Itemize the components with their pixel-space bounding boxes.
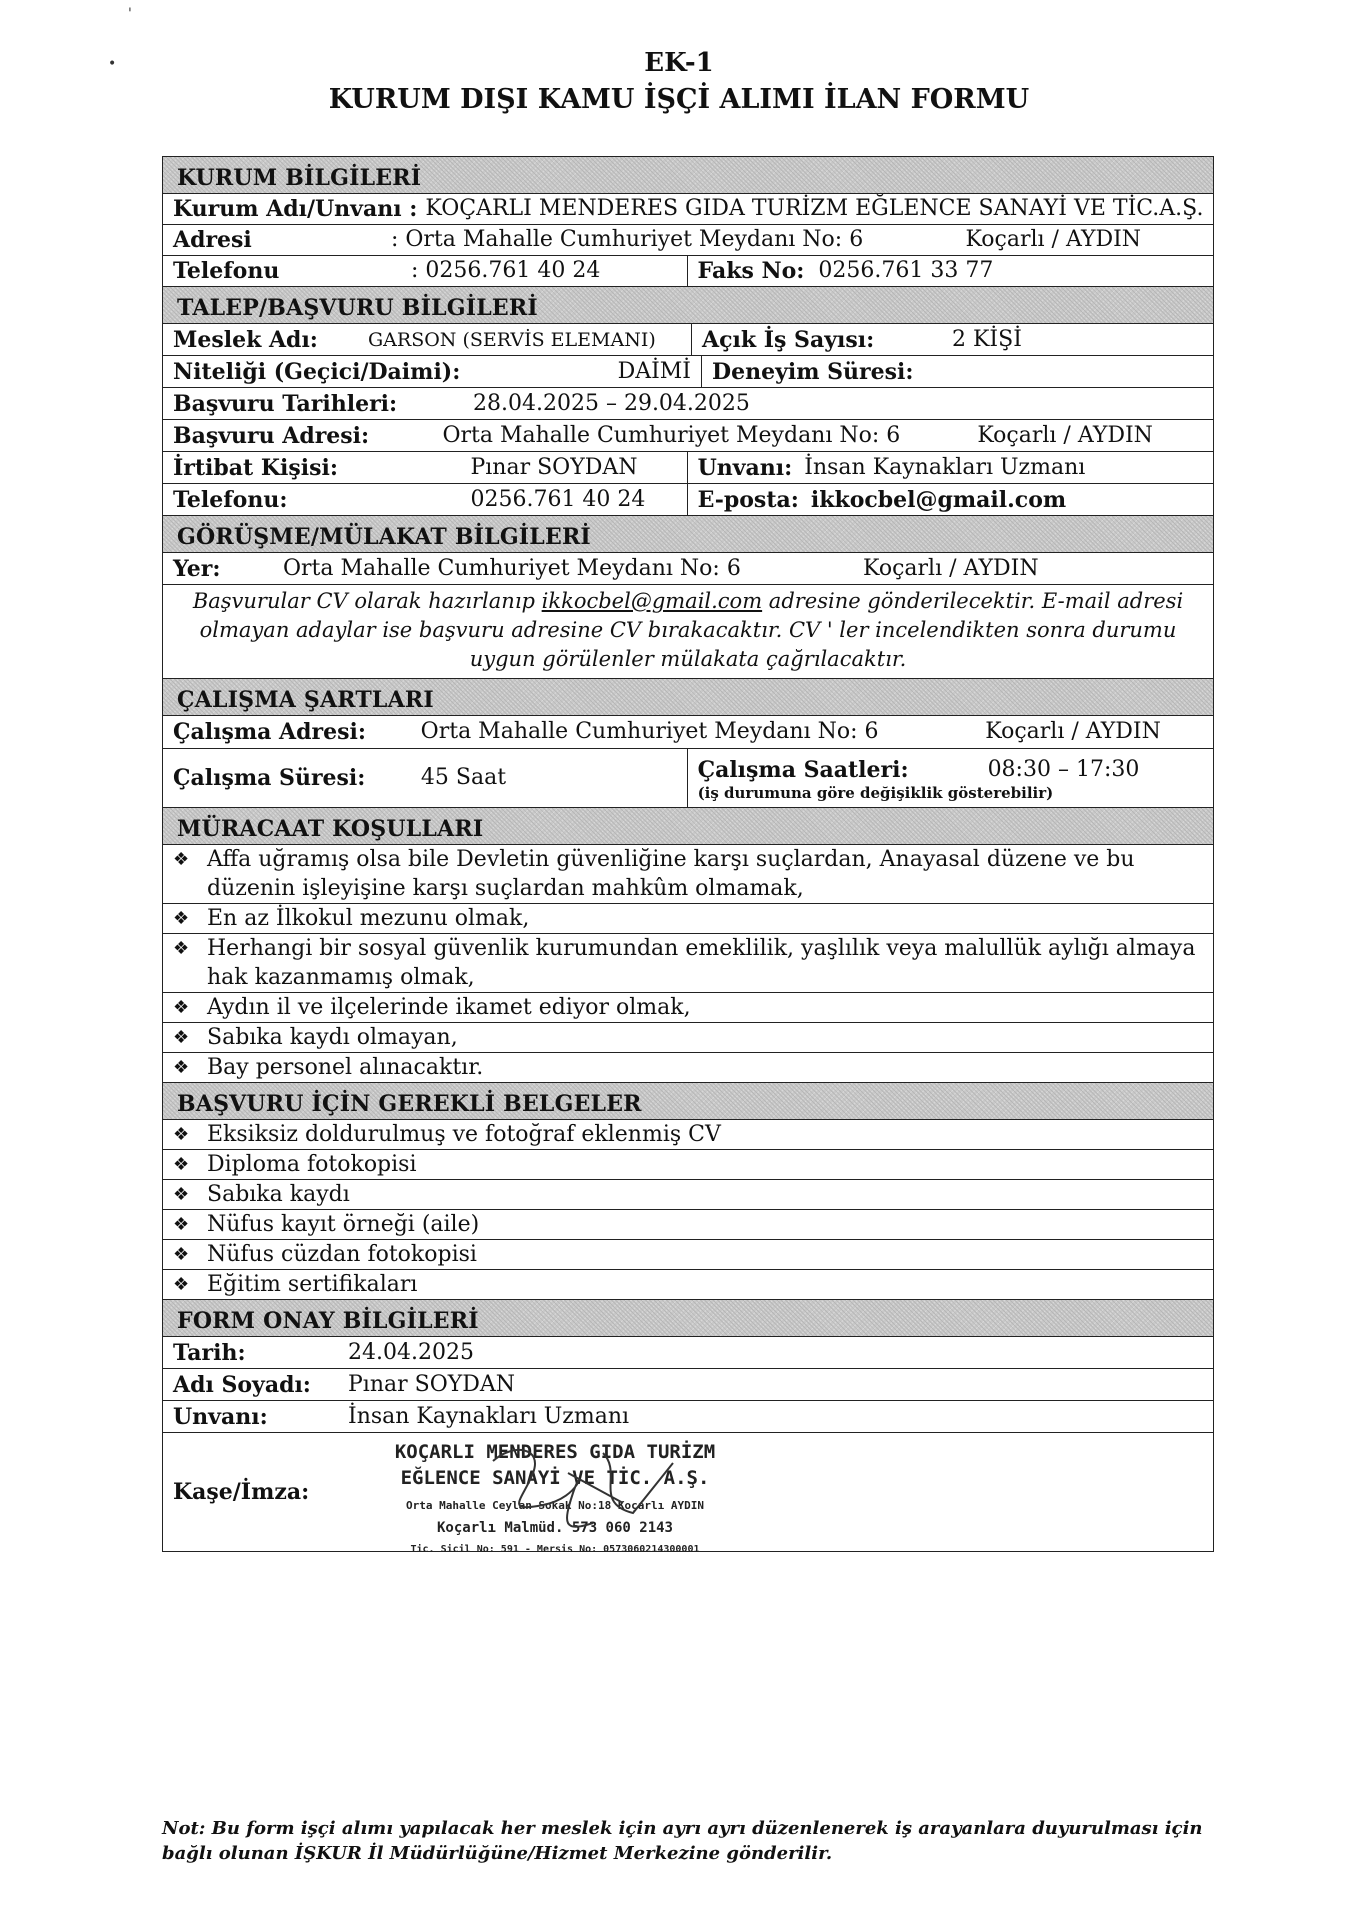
note-text-b: adresine gönderilecektir. E-mail adresi olmayan adaylar ise başvuru adresine CV bırakacaktır. CV ' ler incelendikten sonra durumu uygun görülenler mülakata çağrılacaktır. xyxy=(199,589,1184,671)
list-item-text: Bay personel alınacaktır. xyxy=(207,1055,484,1080)
value-telefonu: 0256.761 40 24 xyxy=(470,486,646,512)
value-nitelik: DAİMİ xyxy=(617,358,691,384)
section-onay xyxy=(163,1300,1213,1337)
value-yer-sehir: Koçarlı / AYDIN xyxy=(863,555,1039,581)
row-irtibat xyxy=(163,452,1213,484)
value-meslek: GARSON (SERVİS ELEMANI) xyxy=(368,328,656,351)
list-item-text: Eksiksiz doldurulmuş ve fotoğraf eklenmiş CV xyxy=(207,1122,721,1147)
value-telefon: : 0256.761 40 24 xyxy=(410,258,601,283)
row-meslek xyxy=(163,324,1213,356)
label-meslek: Meslek Adı: xyxy=(173,326,318,353)
section-muracaat xyxy=(163,808,1213,845)
ilan-form xyxy=(162,156,1214,1555)
row-nitelik xyxy=(163,356,1213,388)
stamp-line-2: EĞLENCE SANAYİ VE TİC. A.Ş. xyxy=(400,1467,710,1489)
label-telefonu: Telefonu: xyxy=(173,486,288,513)
diamond-bullet-icon: ❖ xyxy=(173,997,190,1018)
form-code: EK-1 xyxy=(644,48,714,78)
value-calisma-sure: 45 Saat xyxy=(420,765,507,790)
list-item xyxy=(163,1120,1213,1150)
value-calisma-sehir: Koçarlı / AYDIN xyxy=(985,719,1161,744)
label-calisma-sure: Çalışma Süresi: xyxy=(173,765,366,791)
label-onay-unvan: Unvanı: xyxy=(173,1403,268,1430)
label-deneyim: Deneyim Süresi: xyxy=(712,358,914,385)
value-kurum-adi: KOÇARLI MENDERES GIDA TURİZM EĞLENCE SANAYİ VE TİC.A.Ş. xyxy=(425,196,1204,221)
section-belgeler xyxy=(163,1083,1213,1120)
list-item xyxy=(163,1240,1213,1270)
list-item xyxy=(163,904,1213,934)
row-basvuru-adres xyxy=(163,420,1213,452)
scan-mark: ' xyxy=(128,6,132,22)
diamond-bullet-icon: ❖ xyxy=(173,1027,190,1048)
section-calisma xyxy=(163,679,1213,716)
value-tarih: 24.04.2025 xyxy=(348,1339,474,1365)
value-calisma-adres: Orta Mahalle Cumhuriyet Meydanı No: 6 xyxy=(420,719,879,744)
list-item xyxy=(163,934,1213,993)
label-kase-imza: Kaşe/İmza: xyxy=(173,1479,310,1505)
diamond-bullet-icon: ❖ xyxy=(173,1244,190,1265)
section-talep xyxy=(163,287,1213,324)
section-title: FORM ONAY BİLGİLERİ xyxy=(177,1308,479,1334)
list-item xyxy=(163,1023,1213,1053)
section-gorusme xyxy=(163,516,1213,553)
calisma-saat-note: (iş durumuna göre değişiklik gösterebilir) xyxy=(697,784,1054,802)
value-eposta[interactable]: ikkocbel@gmail.com xyxy=(810,486,1067,513)
label-kurum-adi: Kurum Adı/Unvanı : xyxy=(173,196,418,222)
list-item xyxy=(163,1150,1213,1180)
list-item-text: En az İlkokul mezunu olmak, xyxy=(207,906,530,931)
list-item-text: Affa uğramış olsa bile Devletin güvenliğine karşı suçlardan, Anayasal düzene ve bu düzenin işleyişine karşı suçlardan mahkûm olmamak, xyxy=(207,847,1135,901)
stamp-line-4: Koçarlı Malmüd. 573 060 2143 xyxy=(436,1520,673,1536)
list-item xyxy=(163,993,1213,1023)
company-stamp xyxy=(353,1433,1203,1555)
label-faks: Faks No: xyxy=(697,258,805,284)
diamond-bullet-icon: ❖ xyxy=(173,908,190,929)
value-adres-sehir: Koçarlı / AYDIN xyxy=(965,227,1142,252)
row-ad-soyad xyxy=(163,1369,1213,1401)
section-title: BAŞVURU İÇİN GEREKLİ BELGELER xyxy=(177,1091,642,1117)
note-email-link[interactable]: ikkocbel@gmail.com xyxy=(541,589,763,613)
list-item xyxy=(163,1210,1213,1240)
value-irtibat-unvan: İnsan Kaynakları Uzmanı xyxy=(804,454,1086,480)
row-tarih xyxy=(163,1337,1213,1369)
label-telefon: Telefonu xyxy=(173,258,280,284)
section-title: MÜRACAAT KOŞULLARI xyxy=(177,816,484,842)
gorusme-note xyxy=(163,585,1213,679)
diamond-bullet-icon: ❖ xyxy=(173,1124,190,1145)
list-item xyxy=(163,1053,1213,1083)
label-irtibat: İrtibat Kişisi: xyxy=(173,454,338,481)
value-irtibat: Pınar SOYDAN xyxy=(470,454,638,480)
value-yer: Orta Mahalle Cumhuriyet Meydanı No: 6 xyxy=(283,555,741,581)
value-basvuru-sehir: Koçarlı / AYDIN xyxy=(977,422,1153,448)
scan-mark: • xyxy=(108,56,117,72)
label-eposta: E-posta: xyxy=(697,486,799,513)
list-item-text: Nüfus cüzdan fotokopisi xyxy=(207,1242,477,1267)
value-faks: 0256.761 33 77 xyxy=(818,258,994,283)
form-title: KURUM DIŞI KAMU İŞÇİ ALIMI İLAN FORMU xyxy=(328,84,1030,115)
signature-icon xyxy=(473,1433,693,1551)
value-acik-is: 2 KİŞİ xyxy=(952,326,1022,352)
row-kase-imza xyxy=(163,1433,1213,1555)
row-telefonu xyxy=(163,484,1213,516)
value-calisma-saat: 08:30 – 17:30 xyxy=(987,757,1140,782)
label-basvuru-tarih: Başvuru Tarihleri: xyxy=(173,390,398,417)
label-basvuru-adres: Başvuru Adresi: xyxy=(173,422,370,449)
row-calisma-sure xyxy=(163,749,1213,808)
list-item xyxy=(163,1270,1213,1300)
row-onay-unvan xyxy=(163,1401,1213,1433)
list-item xyxy=(163,845,1213,904)
diamond-bullet-icon: ❖ xyxy=(173,1057,190,1078)
footnote: Not: Bu form işçi alımı yapılacak her meslek için ayrı ayrı düzenlenerek iş arayanlara duyurulması için bağlı olunan İŞKUR İl Müdürlüğüne/Hizmet Merkezine gönderilir. xyxy=(162,1818,1203,1864)
list-item-text: Aydın il ve ilçelerinde ikamet ediyor olmak, xyxy=(207,995,691,1020)
label-irtibat-unvan: Unvanı: xyxy=(697,454,793,481)
label-adres: Adresi xyxy=(173,227,252,253)
label-calisma-adres: Çalışma Adresi: xyxy=(173,719,366,745)
label-nitelik: Niteliği (Geçici/Daimi): xyxy=(173,358,461,385)
diamond-bullet-icon: ❖ xyxy=(173,1214,190,1235)
section-kurum xyxy=(163,157,1213,194)
diamond-bullet-icon: ❖ xyxy=(173,1184,190,1205)
list-item-text: Sabıka kaydı olmayan, xyxy=(207,1025,458,1050)
list-item-text: Nüfus kayıt örneği (aile) xyxy=(207,1212,480,1237)
list-item-text: Sabıka kaydı xyxy=(207,1182,350,1207)
label-ad-soyad: Adı Soyadı: xyxy=(173,1371,311,1398)
value-adres: : Orta Mahalle Cumhuriyet Meydanı No: 6 xyxy=(390,227,864,252)
value-basvuru-tarih: 28.04.2025 – 29.04.2025 xyxy=(473,390,750,416)
diamond-bullet-icon: ❖ xyxy=(173,938,190,959)
section-title: ÇALIŞMA ŞARTLARI xyxy=(177,687,434,713)
value-onay-unvan: İnsan Kaynakları Uzmanı xyxy=(348,1403,630,1429)
diamond-bullet-icon: ❖ xyxy=(173,1154,190,1175)
section-title: GÖRÜŞME/MÜLAKAT BİLGİLERİ xyxy=(177,524,591,550)
label-yer: Yer: xyxy=(173,555,221,582)
row-kurum-adi xyxy=(163,194,1213,225)
value-ad-soyad: Pınar SOYDAN xyxy=(348,1371,516,1397)
section-title: KURUM BİLGİLERİ xyxy=(177,165,422,191)
label-calisma-saat: Çalışma Saatleri: xyxy=(697,757,909,783)
stamp-line-3: Orta Mahalle Ceylan Sokak No:18 Koçarlı AYDIN xyxy=(405,1499,704,1512)
row-adres xyxy=(163,225,1213,256)
diamond-bullet-icon: ❖ xyxy=(173,849,190,870)
list-item-text: Diploma fotokopisi xyxy=(207,1152,417,1177)
list-item xyxy=(163,1180,1213,1210)
stamp-line-1: KOÇARLI MENDERES GIDA TURİZM xyxy=(394,1441,716,1463)
label-tarih: Tarih: xyxy=(173,1339,246,1366)
diamond-bullet-icon: ❖ xyxy=(173,1274,190,1295)
list-item-text: Eğitim sertifikaları xyxy=(207,1272,418,1297)
row-basvuru-tarih xyxy=(163,388,1213,420)
list-item-text: Herhangi bir sosyal güvenlik kurumundan emeklilik, yaşlılık veya malullük aylığı almaya hak kazanmamış olmak, xyxy=(207,936,1196,990)
label-acik-is: Açık İş Sayısı: xyxy=(702,326,875,353)
stamp-line-5: Tic. Sicil No: 591 - Mersis No: 0573060214300001 xyxy=(410,1544,700,1555)
row-yer xyxy=(163,553,1213,585)
row-telefon xyxy=(163,256,1213,287)
row-calisma-adres xyxy=(163,716,1213,749)
section-title: TALEP/BAŞVURU BİLGİLERİ xyxy=(177,295,538,321)
value-basvuru-adres: Orta Mahalle Cumhuriyet Meydanı No: 6 xyxy=(442,422,901,448)
note-text-a: Başvurular CV olarak hazırlanıp xyxy=(192,589,542,613)
